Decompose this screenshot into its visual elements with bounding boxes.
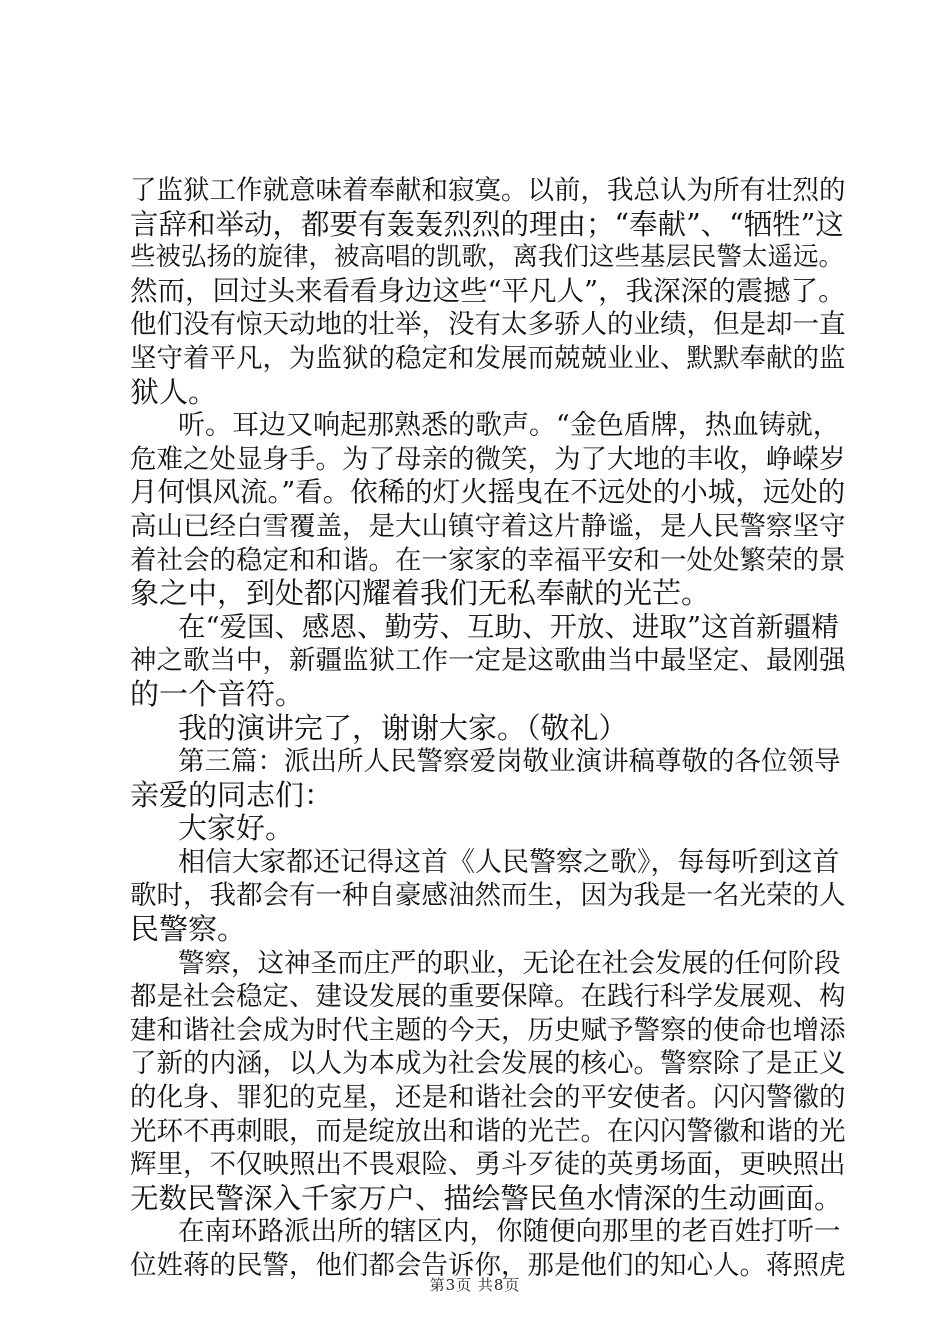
text-line: 在南环路派出所的辖区内，你随便向那里的老百姓打听一 bbox=[178, 1216, 841, 1248]
text-line: 大家好。 bbox=[178, 811, 295, 846]
text-line: 狱人。 bbox=[130, 374, 218, 409]
text-line: 危难之处显身手。为了母亲的微笑，为了大地的丰收，峥嵘岁 bbox=[130, 443, 846, 475]
text-line: 的一个音符。 bbox=[130, 676, 305, 711]
text-line: 的化身、罪犯的克星，还是和谐社会的平安使者。闪闪警徽的 bbox=[130, 1082, 846, 1114]
text-line: 着社会的稳定和和谐。在一家家的幸福平安和一处处繁荣的景 bbox=[130, 544, 846, 576]
text-line: 相信大家都还记得这首《人民警察之歌》，每每听到这首 bbox=[178, 846, 840, 878]
body-text bbox=[130, 174, 850, 1283]
text-line: 坚守着平凡，为监狱的稳定和发展而兢兢业业、默默奉献的监 bbox=[130, 342, 846, 374]
text-line: 歌时，我都会有一种自豪感油然而生，因为我是一名光荣的人 bbox=[130, 880, 846, 912]
text-line: 亲爱的同志们： bbox=[130, 777, 334, 812]
text-line: 都是社会稳定、建设发展的重要保障。在践行科学发展观、构 bbox=[130, 981, 846, 1013]
text-line: 了监狱工作就意味着奉献和寂寞。以前，我总认为所有壮烈的 bbox=[130, 175, 846, 206]
text-line: 高山已经白雪覆盖，是大山镇守着这片静谧，是人民警察坚守 bbox=[130, 510, 846, 542]
text-line: 位姓蒋的民警，他们都会告诉你，那是他们的知心人。蒋照虎 bbox=[130, 1250, 846, 1281]
text-line: 建和谐社会成为时代主题的今天，历史赋予警察的使命也增添 bbox=[130, 1014, 846, 1046]
text-line: 光环不再刺眼，而是绽放出和谐的光芒。在闪闪警徽和谐的光 bbox=[130, 1115, 846, 1147]
text-line: 第三篇：派出所人民警察爱岗敬业演讲稿尊敬的各位领导 bbox=[178, 746, 841, 778]
text-line: 他们没有惊天动地的壮举，没有太多骄人的业绩，但是却一直 bbox=[130, 309, 846, 341]
page-footer: 第3页 共8页 bbox=[429, 1276, 521, 1294]
text-line: 些被弘扬的旋律，被高唱的凯歌，离我们这些基层民警太遥远。 bbox=[130, 242, 845, 273]
text-line: 了新的内涵，以人为本成为社会发展的核心。警察除了是正义 bbox=[130, 1048, 846, 1080]
text-line: 在“爱国、感恩、勤劳、互助、开放、进取”这首新疆精 bbox=[178, 610, 839, 643]
text-line: 言辞和举动，都要有轰轰烈烈的理由；“奉献”、“牺牲”这 bbox=[130, 207, 844, 241]
text-line: 神之歌当中，新疆监狱工作一定是这歌曲当中最坚定、最刚强 bbox=[130, 645, 846, 677]
text-line: 无数民警深入千家万户、描绘警民鱼水情深的生动画面。 bbox=[130, 1181, 843, 1215]
text-line: 听。耳边又响起那熟悉的歌声。“金色盾牌，热血铸就， bbox=[178, 410, 840, 442]
text-line: 然而，回过头来看看身边这些“平凡人”，我深深的震撼了。 bbox=[130, 274, 846, 307]
text-line: 月何惧风流。”看。依稀的灯火摇曳在不远处的小城，远处的 bbox=[130, 476, 846, 509]
text-line: 民警察。 bbox=[130, 912, 247, 947]
text-line: 我的演讲完了，谢谢大家。（敬礼） bbox=[178, 710, 628, 745]
text-line: 象之中，到处都闪耀着我们无私奉献的光芒。 bbox=[130, 576, 711, 611]
text-line: 警察，这神圣而庄严的职业，无论在社会发展的任何阶段 bbox=[178, 947, 841, 979]
text-line: 辉里，不仅映照出不畏艰险、勇斗歹徒的英勇场面，更映照出 bbox=[130, 1149, 846, 1181]
